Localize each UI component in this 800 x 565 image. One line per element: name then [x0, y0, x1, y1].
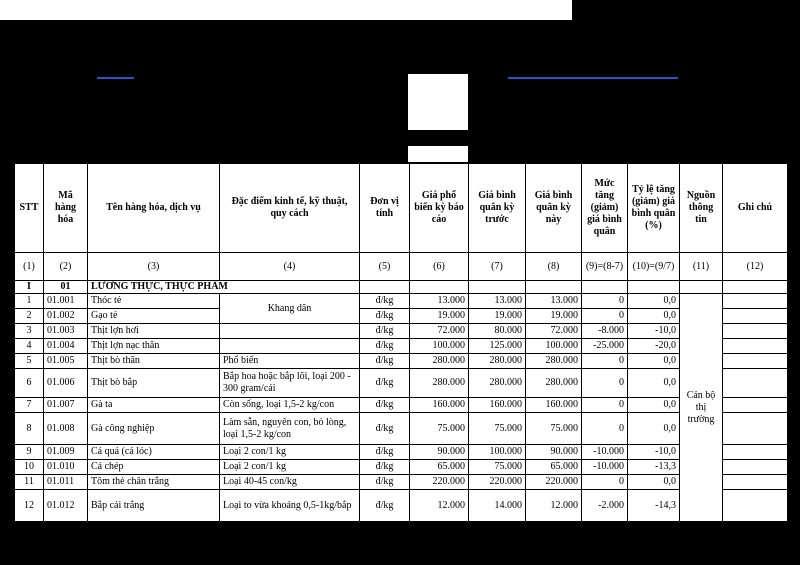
index-cell: (11): [680, 253, 723, 281]
top-white-bar: [0, 0, 572, 20]
row-curr-avg: 220.000: [526, 475, 582, 490]
row-change-pct: -14,3: [628, 490, 680, 522]
row-name: Gà ta: [88, 398, 220, 413]
row-change-pct: -10,0: [628, 445, 680, 460]
row-curr-avg: 280.000: [526, 369, 582, 398]
row-prev-avg: 125.000: [469, 339, 526, 354]
row-notes: [723, 294, 788, 309]
table-row: [15, 339, 788, 354]
row-curr-avg: 280.000: [526, 354, 582, 369]
col-header-name: Tên hàng hóa, dịch vụ: [88, 164, 220, 253]
row-common-price: 19.000: [410, 309, 469, 324]
row-common-price: 220.000: [410, 475, 469, 490]
row-unit: đ/kg: [360, 324, 410, 339]
row-stt: 7: [15, 398, 44, 413]
group-stt: I: [15, 281, 44, 294]
row-stt: 12: [15, 490, 44, 522]
empty-cell: [582, 281, 628, 294]
row-name: Tôm thẻ chân trắng: [88, 475, 220, 490]
row-code: 01.010: [44, 460, 88, 475]
row-change: 0: [582, 369, 628, 398]
col-header-stt: STT: [15, 164, 44, 253]
row-change: 0: [582, 413, 628, 445]
row-change: -10.000: [582, 445, 628, 460]
row-curr-avg: 160.000: [526, 398, 582, 413]
index-cell: (1): [15, 253, 44, 281]
row-notes: [723, 339, 788, 354]
row-unit: đ/kg: [360, 445, 410, 460]
row-change: -25.000: [582, 339, 628, 354]
row-prev-avg: 14.000: [469, 490, 526, 522]
index-cell: (5): [360, 253, 410, 281]
white-block-small: [408, 146, 468, 162]
table-row: [15, 354, 788, 369]
col-header-notes: Ghi chú: [723, 164, 788, 253]
table-row: [15, 369, 788, 398]
row-notes: [723, 309, 788, 324]
group-row: [15, 281, 788, 294]
index-cell: (2): [44, 253, 88, 281]
row-unit: đ/kg: [360, 294, 410, 309]
row-name: Thóc tẻ: [88, 294, 220, 309]
col-header-curr-avg: Giá bình quân kỳ này: [526, 164, 582, 253]
row-stt: 10: [15, 460, 44, 475]
row-prev-avg: 75.000: [469, 460, 526, 475]
row-spec: Còn sống, loại 1,5-2 kg/con: [220, 398, 360, 413]
row-change-pct: -13,3: [628, 460, 680, 475]
row-code: 01.001: [44, 294, 88, 309]
row-code: 01.012: [44, 490, 88, 522]
row-common-price: 160.000: [410, 398, 469, 413]
index-cell: (6): [410, 253, 469, 281]
row-change-pct: 0,0: [628, 309, 680, 324]
index-cell: (10)=(9/7): [628, 253, 680, 281]
row-unit: đ/kg: [360, 354, 410, 369]
row-name: Thịt bò bắp: [88, 369, 220, 398]
col-header-prev-avg: Giá bình quân kỳ trước: [469, 164, 526, 253]
index-cell: (9)=(8-7): [582, 253, 628, 281]
row-change: -8.000: [582, 324, 628, 339]
index-cell: (3): [88, 253, 220, 281]
empty-cell: [469, 281, 526, 294]
row-name: Thịt bò thăn: [88, 354, 220, 369]
row-change: 0: [582, 475, 628, 490]
row-prev-avg: 220.000: [469, 475, 526, 490]
row-notes: [723, 369, 788, 398]
group-name: LƯƠNG THỰC, THỰC PHẨM: [88, 281, 360, 294]
row-change-pct: 0,0: [628, 294, 680, 309]
table-row: [15, 490, 788, 522]
row-prev-avg: 160.000: [469, 398, 526, 413]
row-spec-merged: Khang dân: [220, 294, 360, 324]
row-unit: đ/kg: [360, 369, 410, 398]
row-change-pct: 0,0: [628, 398, 680, 413]
row-name: Bắp cải trắng: [88, 490, 220, 522]
col-header-unit: Đơn vị tính: [360, 164, 410, 253]
row-stt: 6: [15, 369, 44, 398]
header-row: [15, 164, 788, 253]
row-stt: 9: [15, 445, 44, 460]
row-change-pct: -10,0: [628, 324, 680, 339]
row-common-price: 65.000: [410, 460, 469, 475]
row-code: 01.006: [44, 369, 88, 398]
row-change: 0: [582, 309, 628, 324]
row-curr-avg: 75.000: [526, 413, 582, 445]
index-cell: (7): [469, 253, 526, 281]
row-notes: [723, 413, 788, 445]
empty-cell: [410, 281, 469, 294]
row-name: Cá chép: [88, 460, 220, 475]
row-name: Cá quả (cá lóc): [88, 445, 220, 460]
table-row: [15, 398, 788, 413]
row-unit: đ/kg: [360, 398, 410, 413]
row-stt: 1: [15, 294, 44, 309]
row-notes: [723, 324, 788, 339]
row-spec: Loại to vừa khoảng 0,5-1kg/bắp: [220, 490, 360, 522]
row-unit: đ/kg: [360, 413, 410, 445]
row-prev-avg: 80.000: [469, 324, 526, 339]
row-prev-avg: 19.000: [469, 309, 526, 324]
col-header-source: Nguồn thông tin: [680, 164, 723, 253]
row-change: 0: [582, 294, 628, 309]
table-row: [15, 309, 788, 324]
table-row: [15, 445, 788, 460]
row-unit: đ/kg: [360, 490, 410, 522]
row-change: 0: [582, 354, 628, 369]
row-common-price: 100.000: [410, 339, 469, 354]
row-notes: [723, 445, 788, 460]
index-row: [15, 253, 788, 281]
row-code: 01.005: [44, 354, 88, 369]
row-code: 01.007: [44, 398, 88, 413]
group-code: 01: [44, 281, 88, 294]
row-change-pct: 0,0: [628, 369, 680, 398]
row-spec: Bắp hoa hoặc bắp lõi, loại 200 - 300 gram/cái: [220, 369, 360, 398]
table-row: [15, 460, 788, 475]
index-cell: (8): [526, 253, 582, 281]
row-code: 01.003: [44, 324, 88, 339]
row-stt: 11: [15, 475, 44, 490]
row-curr-avg: 13.000: [526, 294, 582, 309]
row-common-price: 13.000: [410, 294, 469, 309]
table-row: [15, 294, 788, 309]
row-curr-avg: 100.000: [526, 339, 582, 354]
row-change: -10.000: [582, 460, 628, 475]
col-header-change-pct: Tỷ lệ tăng (giảm) giá bình quân (%): [628, 164, 680, 253]
row-spec: [220, 339, 360, 354]
col-header-code: Mã hàng hóa: [44, 164, 88, 253]
index-cell: (4): [220, 253, 360, 281]
row-common-price: 280.000: [410, 369, 469, 398]
row-code: 01.009: [44, 445, 88, 460]
row-spec: Phổ biến: [220, 354, 360, 369]
row-stt: 3: [15, 324, 44, 339]
row-name: Thịt lợn hơi: [88, 324, 220, 339]
row-unit: đ/kg: [360, 475, 410, 490]
row-change-pct: 0,0: [628, 475, 680, 490]
row-spec: Loại 40-45 con/kg: [220, 475, 360, 490]
row-unit: đ/kg: [360, 309, 410, 324]
row-spec: [220, 324, 360, 339]
row-change-pct: -20,0: [628, 339, 680, 354]
row-curr-avg: 19.000: [526, 309, 582, 324]
row-stt: 4: [15, 339, 44, 354]
row-curr-avg: 12.000: [526, 490, 582, 522]
row-curr-avg: 90.000: [526, 445, 582, 460]
row-notes: [723, 460, 788, 475]
row-notes: [723, 475, 788, 490]
source-cell: [680, 294, 723, 522]
row-change-pct: 0,0: [628, 354, 680, 369]
table-row: [15, 324, 788, 339]
white-block: [408, 74, 468, 130]
row-common-price: 280.000: [410, 354, 469, 369]
row-change: 0: [582, 398, 628, 413]
row-notes: [723, 398, 788, 413]
row-spec: Làm sẵn, nguyên con, bỏ lòng, loại 1,5-2 kg/con: [220, 413, 360, 445]
row-code: 01.004: [44, 339, 88, 354]
row-change-pct: 0,0: [628, 413, 680, 445]
row-prev-avg: 13.000: [469, 294, 526, 309]
row-code: 01.011: [44, 475, 88, 490]
row-code: 01.002: [44, 309, 88, 324]
row-prev-avg: 75.000: [469, 413, 526, 445]
left-link-underline[interactable]: [97, 70, 134, 79]
row-spec: Loại 2 con/1 kg: [220, 445, 360, 460]
row-curr-avg: 72.000: [526, 324, 582, 339]
table-row: [15, 413, 788, 445]
right-link-underline[interactable]: [508, 70, 678, 79]
row-change: -2.000: [582, 490, 628, 522]
empty-cell: [526, 281, 582, 294]
row-code: 01.008: [44, 413, 88, 445]
empty-cell: [723, 281, 788, 294]
index-cell: (12): [723, 253, 788, 281]
row-name: Gạo tẻ: [88, 309, 220, 324]
row-curr-avg: 65.000: [526, 460, 582, 475]
row-unit: đ/kg: [360, 339, 410, 354]
row-notes: [723, 354, 788, 369]
col-header-spec: Đặc điểm kinh tế, kỹ thuật, quy cách: [220, 164, 360, 253]
row-prev-avg: 280.000: [469, 369, 526, 398]
row-common-price: 75.000: [410, 413, 469, 445]
empty-cell: [680, 281, 723, 294]
row-spec: Loại 2 con/1 kg: [220, 460, 360, 475]
empty-cell: [628, 281, 680, 294]
price-table: [14, 163, 788, 522]
row-stt: 2: [15, 309, 44, 324]
row-prev-avg: 280.000: [469, 354, 526, 369]
row-common-price: 72.000: [410, 324, 469, 339]
row-unit: đ/kg: [360, 460, 410, 475]
table-row: [15, 475, 788, 490]
col-header-change: Mức tăng (giảm) giá bình quân: [582, 164, 628, 253]
col-header-common-price: Giá phổ biến kỳ báo cáo: [410, 164, 469, 253]
row-name: Gà công nghiệp: [88, 413, 220, 445]
empty-cell: [360, 281, 410, 294]
row-notes: [723, 490, 788, 522]
source-text: Cán bộ thị trường: [686, 389, 716, 425]
row-common-price: 90.000: [410, 445, 469, 460]
row-name: Thịt lợn nạc thăn: [88, 339, 220, 354]
row-stt: 8: [15, 413, 44, 445]
row-prev-avg: 100.000: [469, 445, 526, 460]
row-common-price: 12.000: [410, 490, 469, 522]
row-stt: 5: [15, 354, 44, 369]
